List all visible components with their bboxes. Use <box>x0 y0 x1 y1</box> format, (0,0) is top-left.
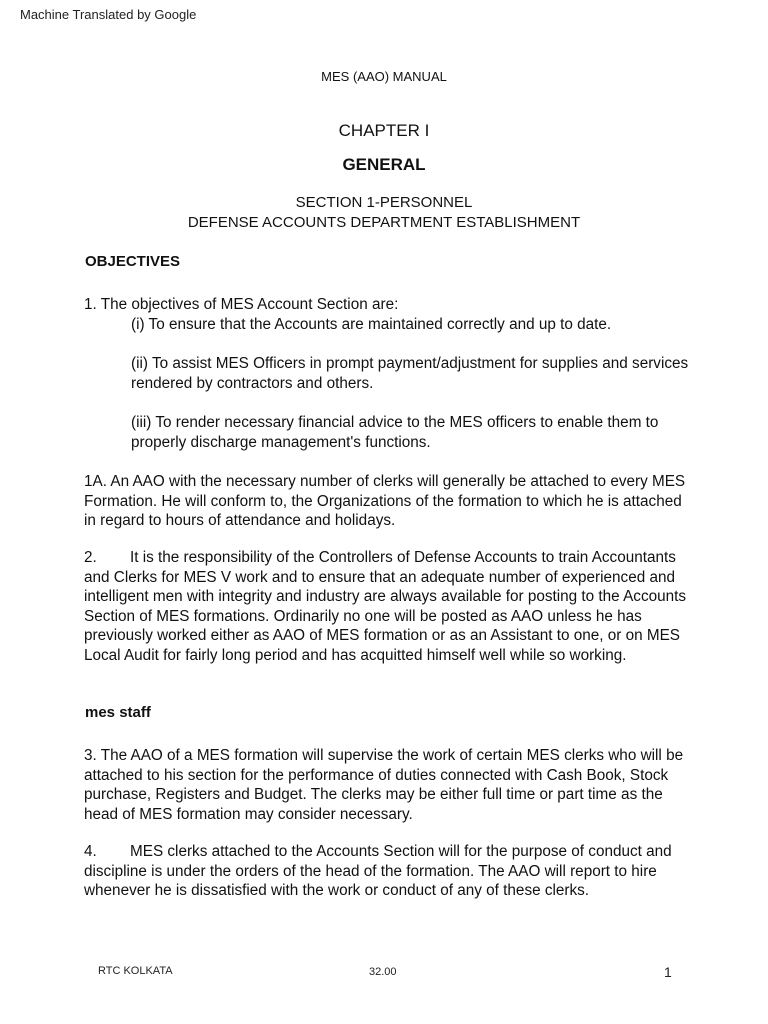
objective-iii: (iii) To render necessary financial advice to the MES officers to enable them to properly discharge management's functions. <box>131 414 659 451</box>
paragraph-4-text: MES clerks attached to the Accounts Section will for the purpose of conduct and discipline is under the orders of the head of the formation. The AAO will report to hire whenever he is dissatisfied with the work or conduct of any of these clerks. <box>84 843 672 900</box>
paragraph-1a: 1A. An AAO with the necessary number of clerks will generally be attached to every MES Formation. He will conform to, the Organizations of the formation to which he is attached in regard to hours of attendance and holidays. <box>84 473 686 530</box>
objectives-heading: OBJECTIVES <box>85 253 181 270</box>
page-number: 1 <box>664 964 672 980</box>
footer-org: RTC KOLKATA <box>98 965 173 977</box>
paragraph-1-intro: 1. The objectives of MES Account Section are: <box>84 296 399 313</box>
objective-ii: (ii) To assist MES Officers in prompt payment/adjustment for supplies and services rendered by contractors and others. <box>131 355 689 392</box>
paragraph-3: 3. The AAO of a MES formation will supervise the work of certain MES clerks who will be attached to his section for the performance of duties connected with Cash Book, Stock purchase, Registers and Budget. The clerks may be either full time or part time as the head of MES formation may consider necessary. <box>84 747 684 823</box>
paragraph-4 <box>84 842 694 901</box>
paragraph-4-number: 4. <box>84 843 97 860</box>
paragraph-2-text: It is the responsibility of the Controllers of Defense Accounts to train Accountants and Clerks for MES V work and to ensure that an adequate number of experienced and intelligent men with integrity and industry are always available for posting to the Accounts Section of MES formations. Ordinarily no one will be posted as AAO unless he has previously worked either as AAO of MES formation or as an Assistant to one, or on MES Local Audit for fairly long period and has acquitted himself well while so working. <box>84 549 687 664</box>
chapter-name: GENERAL <box>342 155 426 174</box>
manual-title: MES (AAO) MANUAL <box>321 69 447 84</box>
paragraph-2 <box>84 548 694 666</box>
section-title: SECTION 1-PERSONNEL <box>295 194 473 211</box>
mes-staff-heading: mes staff <box>85 704 151 721</box>
paragraph-2-number: 2. <box>84 549 97 566</box>
footer-version: 32.00 <box>369 966 397 978</box>
objective-i: (i) To ensure that the Accounts are maintained correctly and up to date. <box>131 316 612 333</box>
chapter-title: CHAPTER I <box>338 121 430 140</box>
section-subtitle: DEFENSE ACCOUNTS DEPARTMENT ESTABLISHMENT <box>187 214 581 231</box>
translation-note: Machine Translated by Google <box>20 7 197 22</box>
